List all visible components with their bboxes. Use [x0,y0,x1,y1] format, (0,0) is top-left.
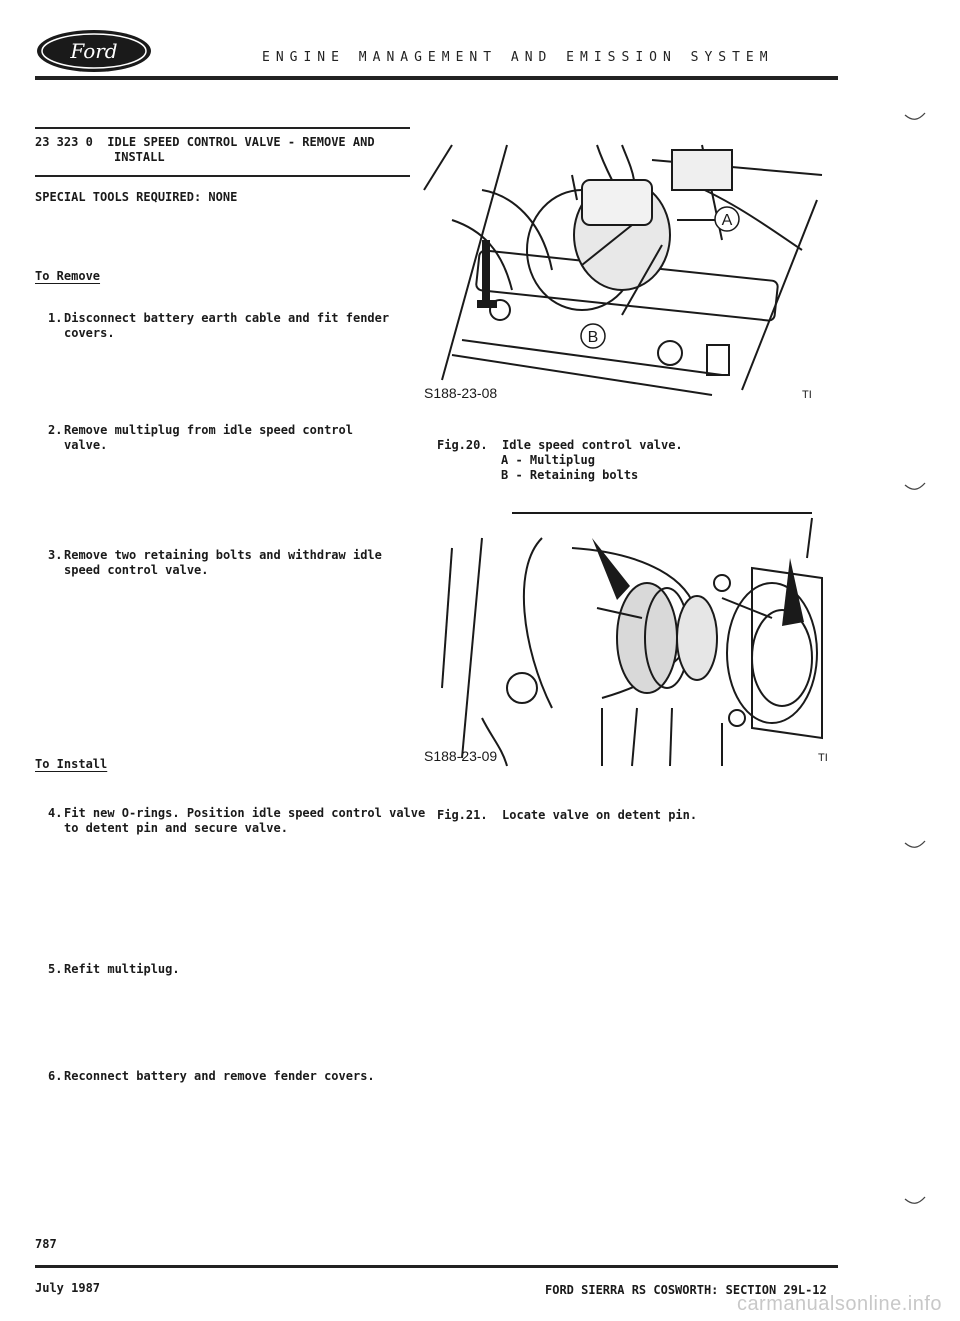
title-rule-top [35,127,410,129]
watermark: carmanualsonline.info [736,1293,942,1315]
step-3: 3. Remove two retaining bolts and withdraw idle speed control valve. [48,548,382,577]
figure-20-illustration [422,140,827,402]
step-2: 2. Remove multiplug from idle speed control valve. [48,423,353,452]
step-5: 5. Refit multiplug. [48,962,180,976]
margin-tick-icon [904,112,926,122]
figure-20-caption-line1: Fig.20. Idle speed control valve. [437,438,683,452]
figure-21-illustration [422,508,832,768]
footer-date: July 1987 [35,1281,101,1295]
remove-heading: To Remove [35,269,101,283]
ford-logo [35,28,153,74]
callout-b: B [587,329,599,346]
special-tools: SPECIAL TOOLS REQUIRED: NONE [35,190,238,204]
step-6: 6. Reconnect battery and remove fender covers. [48,1069,375,1083]
header-rule [35,76,838,80]
footer-rule [35,1265,838,1268]
step-4: 4. Fit new O-rings. Position idle speed control valve to detent pin and secure valve. [48,806,426,835]
margin-tick-icon [904,482,926,492]
margin-tick-icon [904,1196,926,1206]
page-header-title: ENGINE MANAGEMENT AND EMISSION SYSTEM [262,50,774,65]
callout-a: A [721,212,733,229]
install-heading: To Install [35,757,108,771]
section-title-line2: INSTALL [114,150,165,164]
footer-section-ref: FORD SIERRA RS COSWORTH: SECTION 29L-12 [545,1283,827,1297]
figure-20-corner-mark: TI [802,389,812,401]
page-number: 787 [35,1237,57,1251]
idle-valve-drawing-icon [422,140,827,402]
figure-21-ref: S188-23-09 [424,748,498,764]
figure-20-caption-line2: A - Multiplug [501,453,595,467]
valve-detent-drawing-icon [422,508,832,768]
ford-oval-icon [35,28,153,74]
section-title-line1: 23 323 0 IDLE SPEED CONTROL VALVE - REMOVE AND [35,135,375,149]
title-rule-bottom [35,175,410,177]
step-1: 1. Disconnect battery earth cable and fit fender covers. [48,311,390,340]
figure-20-caption-line3: B - Retaining bolts [501,468,639,482]
logo-text: Ford [70,39,118,63]
figure-20-ref: S188-23-08 [424,385,498,401]
figure-21-caption: Fig.21. Locate valve on detent pin. [437,808,698,822]
figure-21-corner-mark: TI [818,752,828,764]
margin-tick-icon [904,840,926,850]
